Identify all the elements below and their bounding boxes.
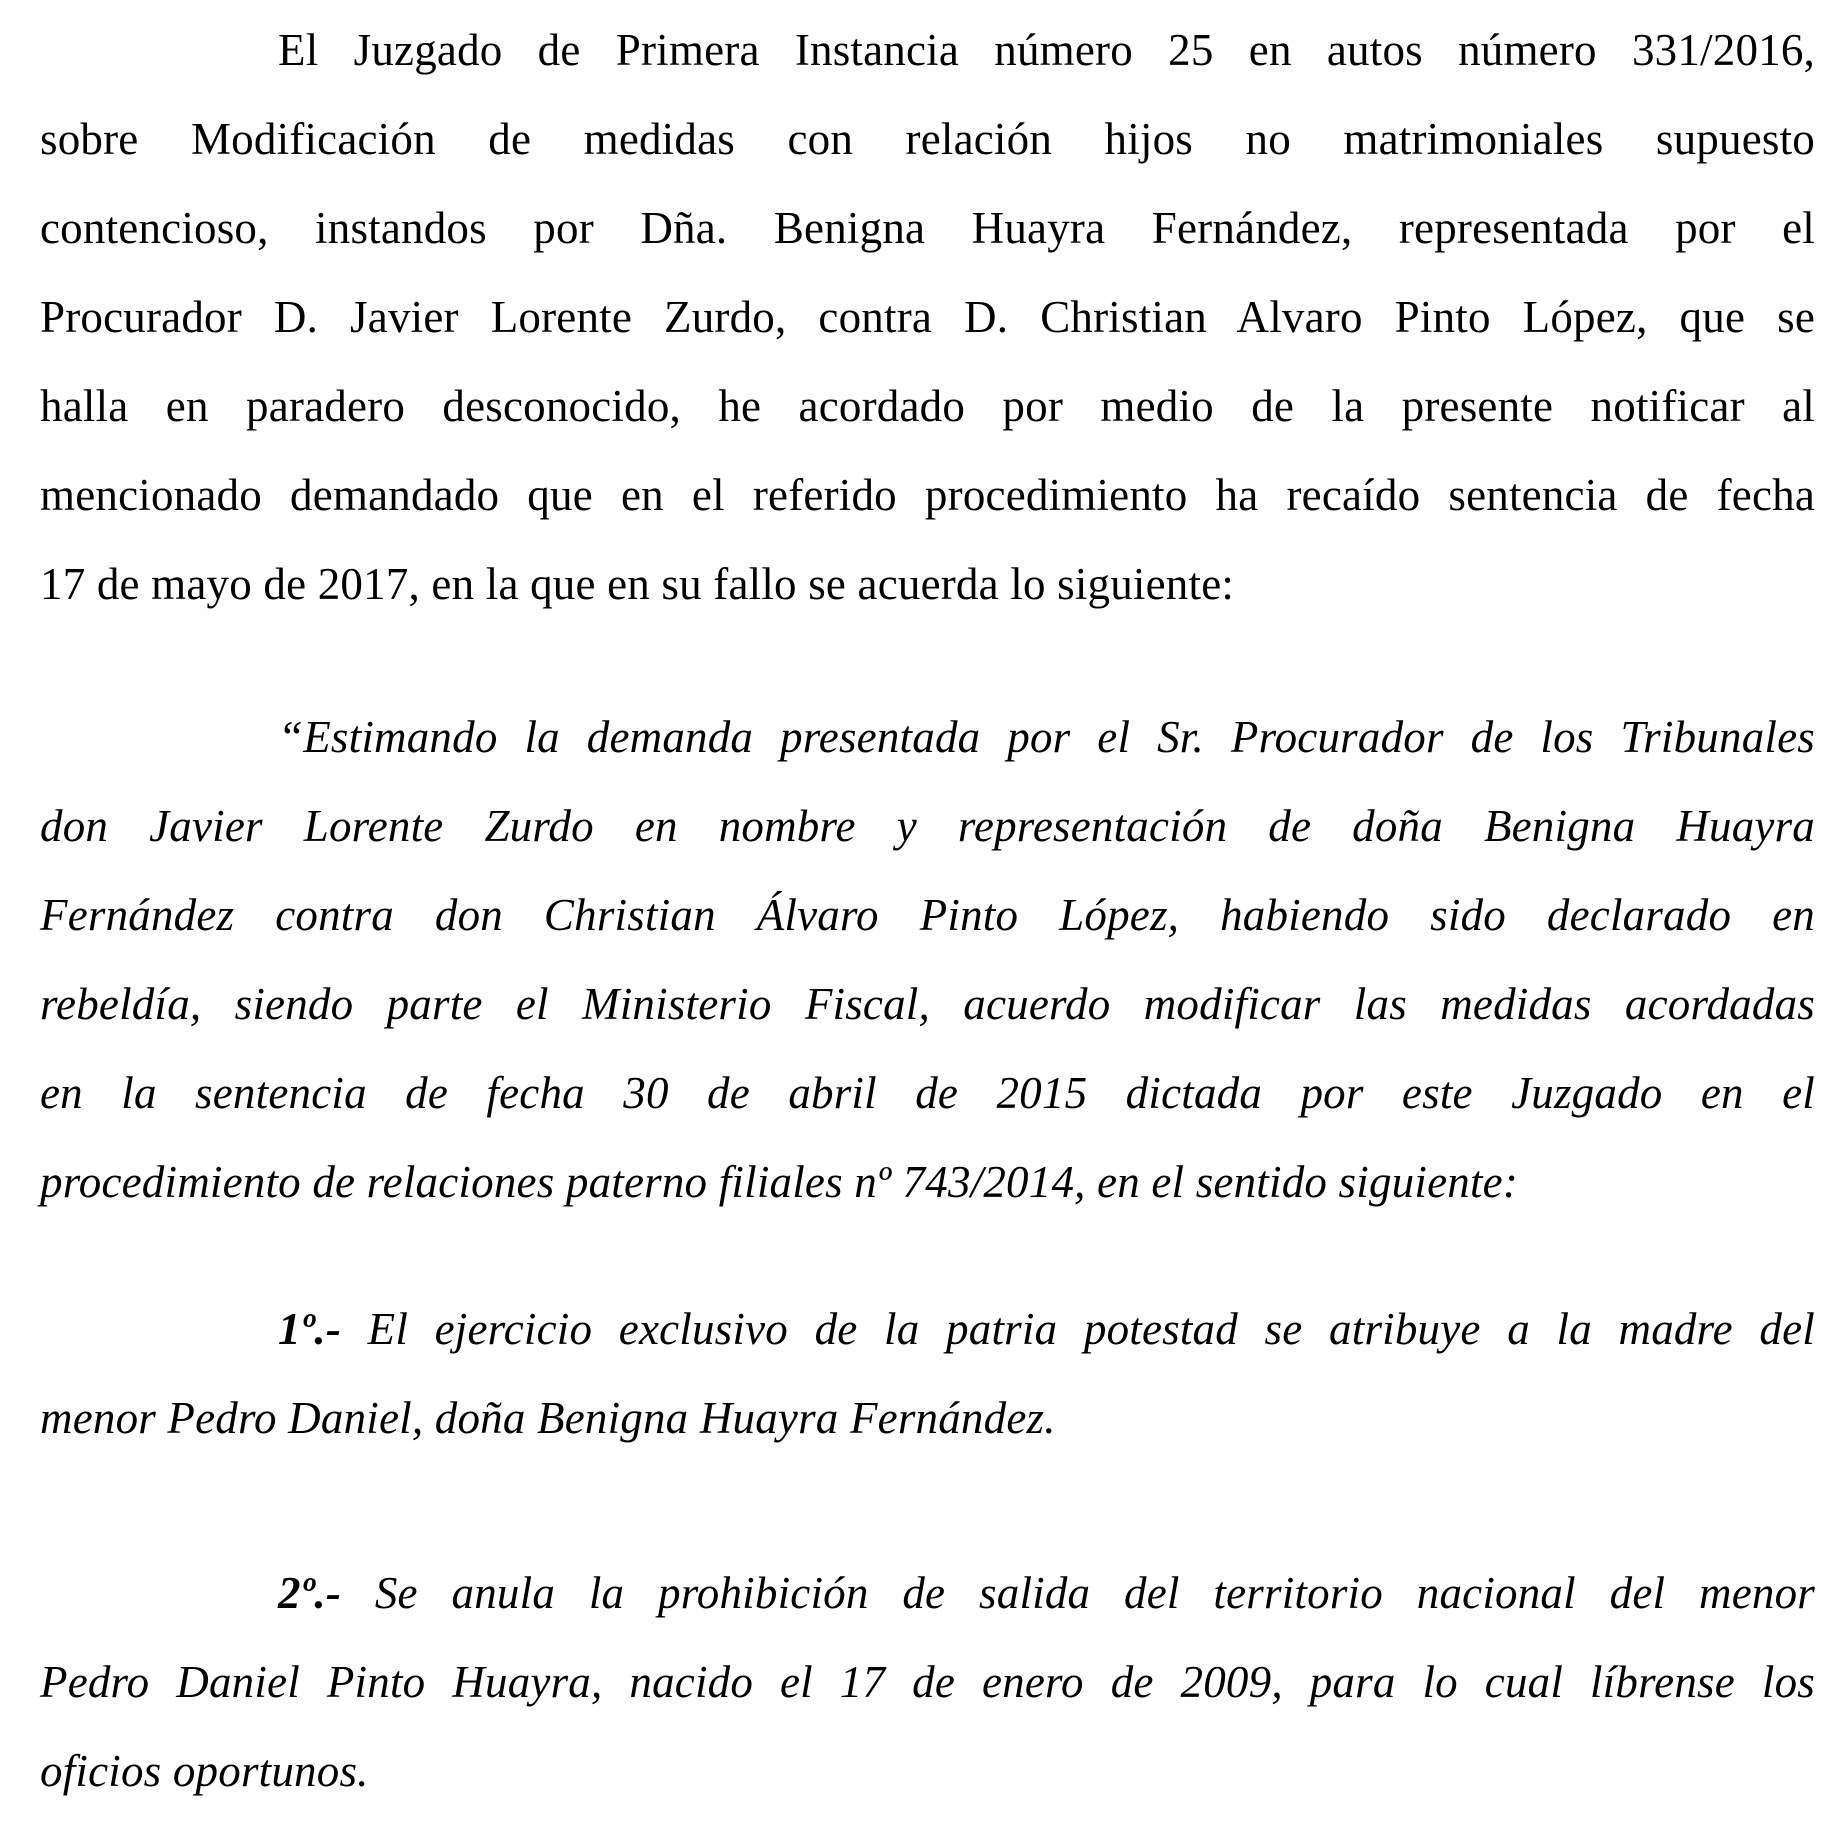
text-line: Procurador D. Javier Lorente Zurdo, contra D. Christian Alvaro Pinto López, que se [40,292,1815,342]
text-line: halla en paradero desconocido, he acordado por medio de la presente notificar al [40,381,1815,431]
notification-paragraph [40,6,1815,629]
text-line: contencioso, instandos por Dña. Benigna Huayra Fernández, representada por el [40,203,1815,253]
text-line: 2º.- Se anula la prohibición de salida del territorio nacional del menor [278,1568,1815,1618]
ruling-quote-paragraph [40,693,1815,1227]
text-line: rebeldía, siendo parte el Ministerio Fiscal, acuerdo modificar las medidas acordadas [40,979,1815,1029]
text-line: 1º.- El ejercicio exclusivo de la patria potestad se atribuye a la madre del [278,1304,1815,1354]
text-line: Pedro Daniel Pinto Huayra, nacido el 17 de enero de 2009, para lo cual líbrense los [40,1657,1815,1707]
text-line: don Javier Lorente Zurdo en nombre y representación de doña Benigna Huayra [40,801,1815,851]
text-line: sobre Modificación de medidas con relación hijos no matrimoniales supuesto [40,114,1815,164]
text-line: procedimiento de relaciones paterno filiales nº 743/2014, en el sentido siguiente: [40,1157,1518,1207]
ordinal-label: 1º.- [278,1304,342,1354]
text-line: en la sentencia de fecha 30 de abril de 2015 dictada por este Juzgado en el [40,1068,1815,1118]
text-line: oficios oportunos. [40,1746,369,1796]
ruling-point-1 [40,1285,1815,1463]
ruling-point-2 [40,1549,1815,1816]
text-line: menor Pedro Daniel, doña Benigna Huayra Fernández. [40,1393,1056,1443]
text-line: El Juzgado de Primera Instancia número 25 en autos número 331/2016, [278,25,1815,75]
text-line: Fernández contra don Christian Álvaro Pinto López, habiendo sido declarado en [40,890,1815,940]
text-line: “Estimando la demanda presentada por el Sr. Procurador de los Tribunales [278,712,1815,762]
ordinal-label: 2º.- [278,1568,342,1618]
text-line: mencionado demandado que en el referido procedimiento ha recaído sentencia de fecha [40,470,1815,520]
text-line: 17 de mayo de 2017, en la que en su fallo se acuerda lo siguiente: [40,559,1235,609]
